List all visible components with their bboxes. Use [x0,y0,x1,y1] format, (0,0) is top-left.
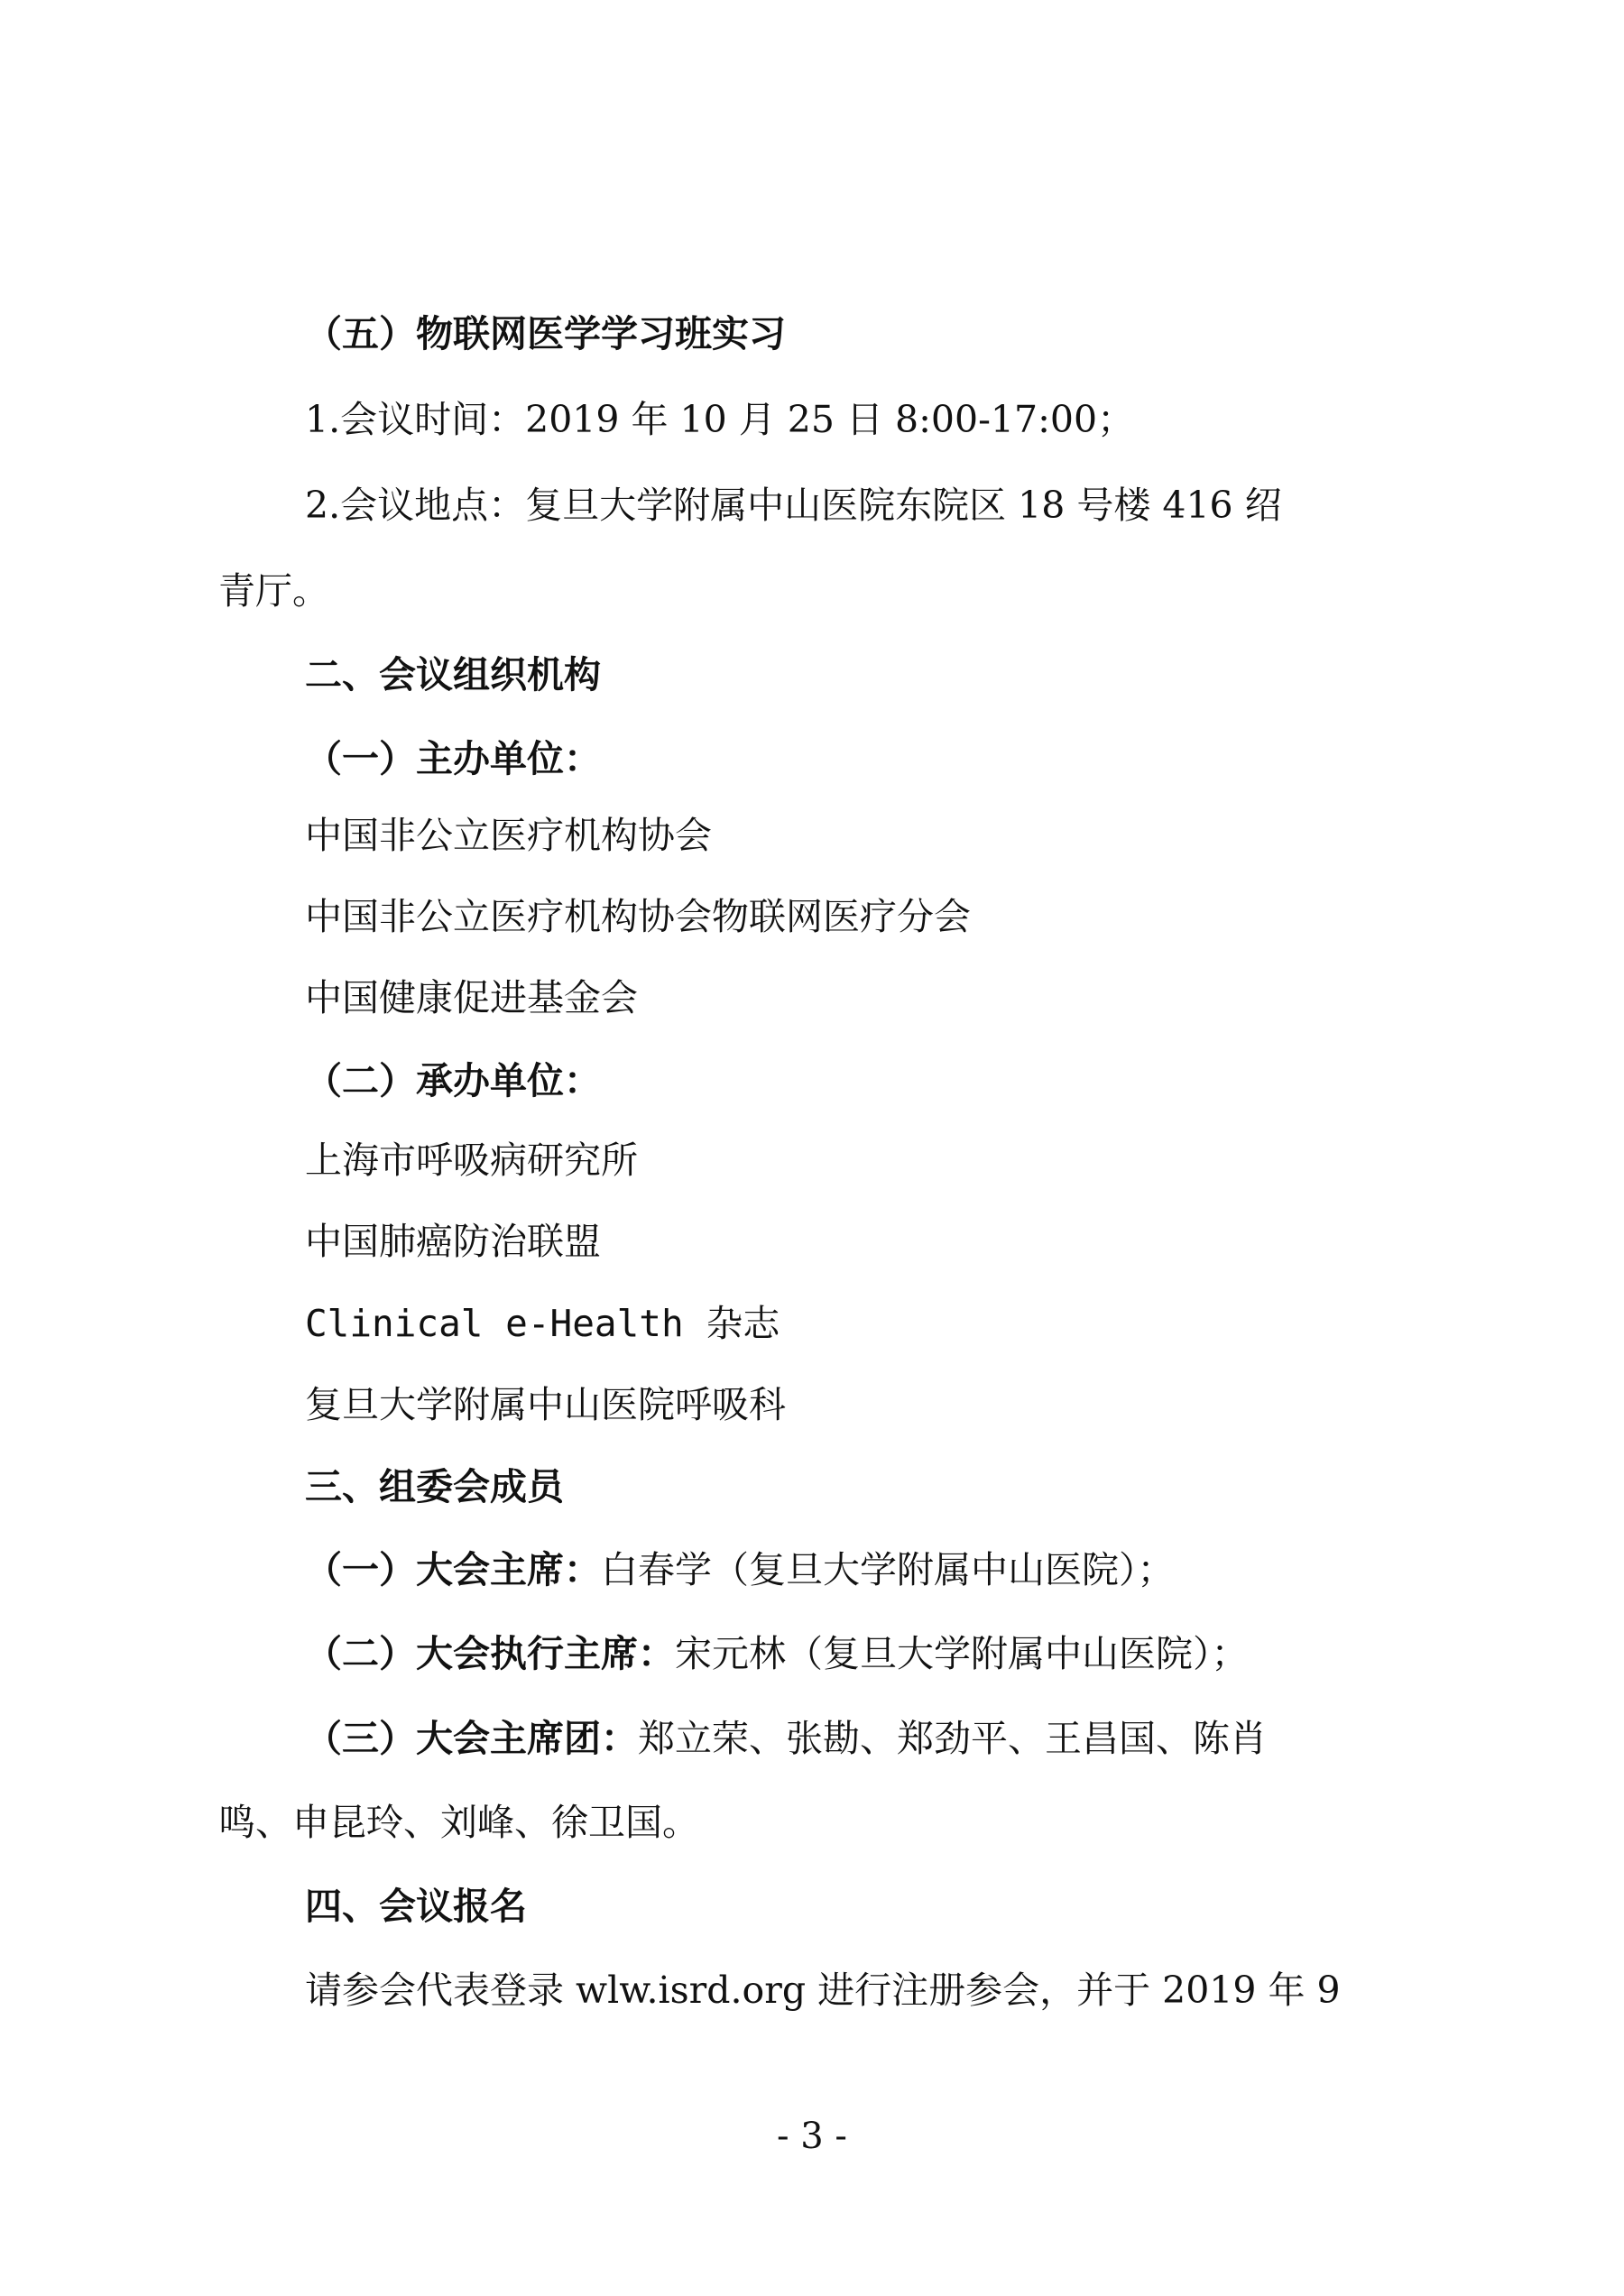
meeting-venue-line2: 青厅。 [218,569,329,613]
section5-heading: （五）物联网医学学习班实习 [305,312,786,355]
section-four-heading: 四、会议报名 [305,1885,527,1928]
organizers-heading: （二）承办单位： [305,1059,601,1102]
panel-value-line2: 鸣、申昆玲、刘峰、徐卫国。 [218,1801,699,1844]
chair-label: （一）大会主席： [305,1548,601,1591]
chair-row [305,1543,1175,1597]
host-item: 中国健康促进基金会 [305,976,638,1019]
organizer-item: Clinical e-Health 杂志 [305,1302,780,1345]
exec-chair-row [305,1627,1249,1681]
panel-label: （三）大会主席团： [305,1717,638,1760]
registration-text: 请参会代表登录 wlw.isrd.org 进行注册参会，并于 2019 年 9 [305,1969,1341,2012]
organizer-item: 中国肺癌防治联盟 [305,1220,601,1263]
section-three-heading: 三、组委会成员 [305,1465,564,1508]
meeting-time: 1.会议时间：2019 年 10 月 25 日 8:00-17:00； [305,398,1135,441]
host-item: 中国非公立医疗机构协会 [305,814,712,857]
panel-value: 郑立荣、张勘、郑劲平、王昌国、陈肖 [638,1717,1267,1760]
organizer-item: 复旦大学附属中山医院呼吸科 [305,1383,786,1426]
section-two-heading: 二、会议组织机构 [305,653,601,696]
meeting-venue-line1: 2.会议地点：复旦大学附属中山医院东院区 18 号楼 416 绍 [305,484,1282,527]
chair-value: 白春学（复旦大学附属中山医院）； [601,1548,1175,1591]
page-number: - 3 - [777,2116,847,2157]
panel-row [305,1711,1267,1766]
exec-chair-value: 宋元林（复旦大学附属中山医院）； [675,1632,1249,1675]
hosts-heading: （一）主办单位： [305,737,601,780]
organizer-item: 上海市呼吸病研究所 [305,1139,638,1182]
host-item: 中国非公立医疗机构协会物联网医疗分会 [305,895,971,938]
exec-chair-label: （二）大会执行主席： [305,1632,675,1675]
